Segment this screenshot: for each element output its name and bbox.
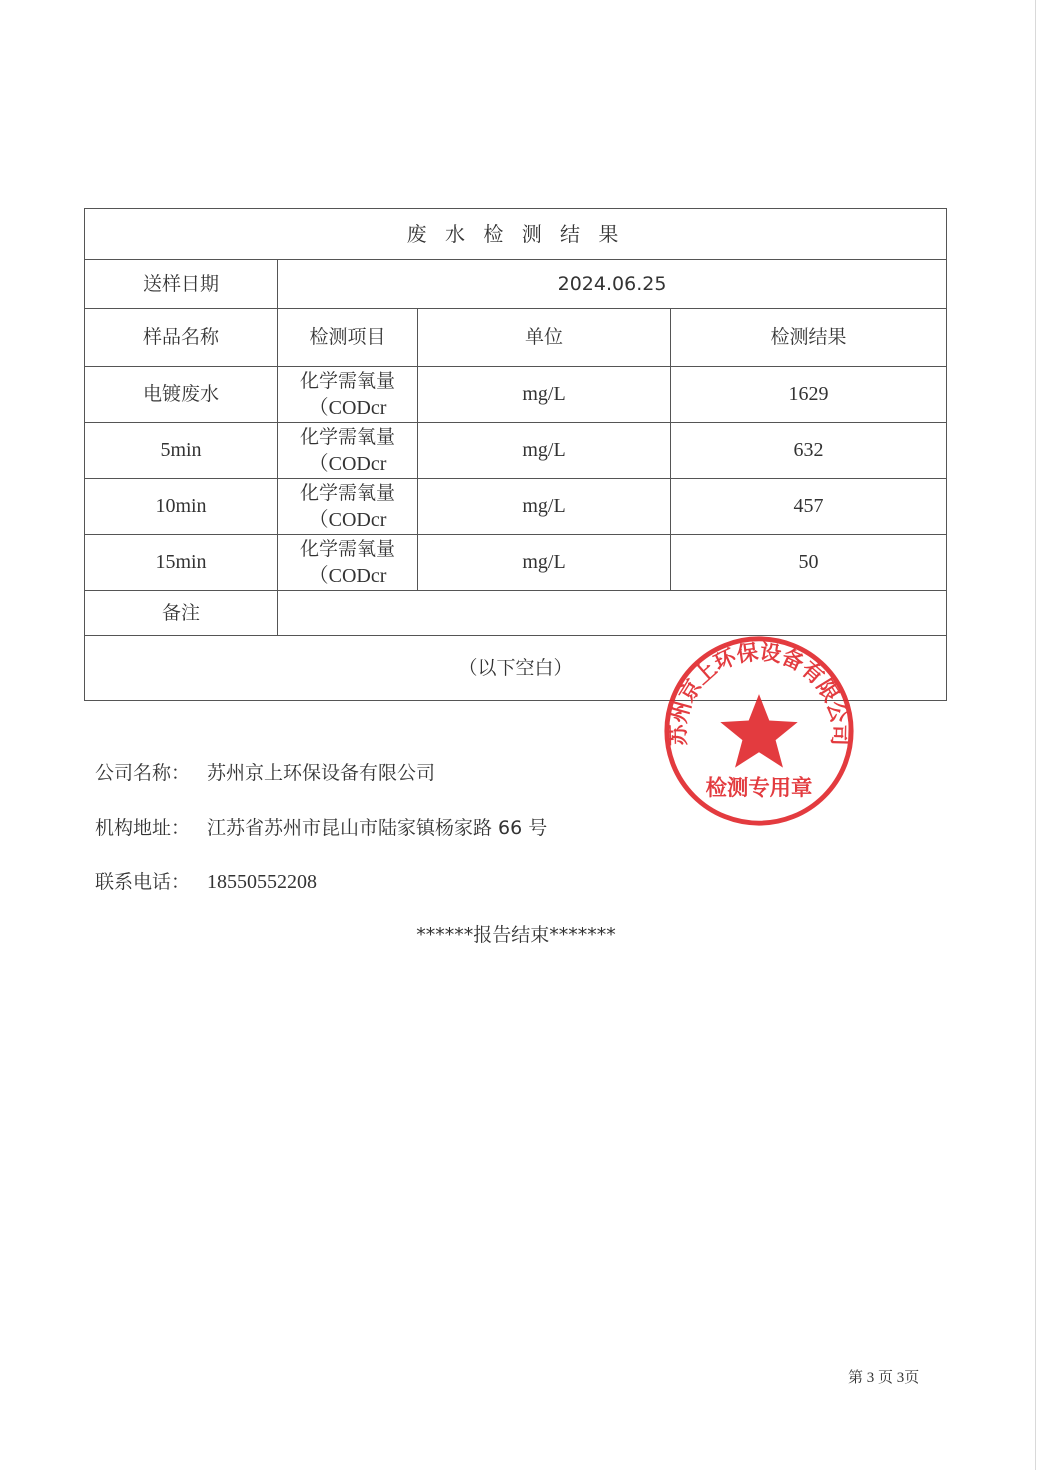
seal-inner-text: 检测专用章 bbox=[705, 776, 813, 802]
table-row bbox=[85, 423, 947, 479]
date-value: 2024.06.25 bbox=[278, 260, 947, 309]
page-number: 第 3 页 3页 bbox=[848, 1370, 920, 1386]
table-row bbox=[85, 479, 947, 535]
result-value: 632 bbox=[671, 423, 947, 479]
test-item bbox=[278, 535, 418, 591]
company-name-value: 苏州京上环保设备有限公司 bbox=[207, 762, 436, 784]
test-item-line1: 化学需氧量 bbox=[299, 537, 395, 560]
test-item bbox=[278, 367, 418, 423]
table-row bbox=[85, 367, 947, 423]
unit-value: mg/L bbox=[418, 367, 671, 423]
date-row bbox=[85, 260, 947, 309]
result-table bbox=[84, 208, 947, 701]
company-address-label: 机构地址： bbox=[95, 817, 191, 839]
test-item-line2: （CODcr bbox=[308, 396, 387, 419]
seal-star-icon bbox=[720, 694, 797, 767]
test-item-line2: （CODcr bbox=[308, 564, 387, 587]
company-phone-line bbox=[95, 867, 317, 894]
unit-value: mg/L bbox=[418, 479, 671, 535]
remark-row bbox=[85, 591, 947, 636]
header-result: 检测结果 bbox=[671, 309, 947, 367]
date-label: 送样日期 bbox=[85, 260, 278, 309]
seal-outer-text: 苏州京上环保设备有限公司 bbox=[666, 639, 852, 747]
company-address-value: 江苏省苏州市昆山市陆家镇杨家路 66 号 bbox=[207, 817, 548, 839]
blank-note: （以下空白） bbox=[85, 636, 947, 701]
result-value: 1629 bbox=[671, 367, 947, 423]
report-end-text: ******报告结束******* bbox=[416, 924, 616, 946]
sample-name: 15min bbox=[85, 535, 278, 591]
company-address-line bbox=[95, 813, 547, 840]
unit-value: mg/L bbox=[418, 423, 671, 479]
header-item: 检测项目 bbox=[278, 309, 418, 367]
sample-name: 5min bbox=[85, 423, 278, 479]
sample-name: 电镀废水 bbox=[85, 367, 278, 423]
header-sample: 样品名称 bbox=[85, 309, 278, 367]
test-item-line2: （CODcr bbox=[308, 452, 387, 475]
test-item-line1: 化学需氧量 bbox=[299, 369, 395, 392]
company-name-line bbox=[95, 758, 435, 785]
company-phone-label: 联系电话： bbox=[95, 871, 191, 893]
test-item-line2: （CODcr bbox=[308, 508, 387, 531]
sample-name: 10min bbox=[85, 479, 278, 535]
company-phone-value: 18550552208 bbox=[207, 871, 317, 893]
test-item bbox=[278, 479, 418, 535]
header-unit: 单位 bbox=[418, 309, 671, 367]
table-row bbox=[85, 535, 947, 591]
test-item bbox=[278, 423, 418, 479]
company-name-label: 公司名称： bbox=[95, 762, 191, 784]
table-title-row bbox=[85, 209, 947, 260]
remark-label: 备注 bbox=[85, 591, 278, 636]
test-item-line1: 化学需氧量 bbox=[299, 481, 395, 504]
remark-value bbox=[278, 591, 947, 636]
company-seal bbox=[662, 634, 856, 828]
table-title: 废 水 检 测 结 果 bbox=[85, 209, 947, 260]
result-value: 50 bbox=[671, 535, 947, 591]
page-edge bbox=[1035, 0, 1036, 1470]
unit-value: mg/L bbox=[418, 535, 671, 591]
result-value: 457 bbox=[671, 479, 947, 535]
test-item-line1: 化学需氧量 bbox=[299, 425, 395, 448]
header-row bbox=[85, 309, 947, 367]
